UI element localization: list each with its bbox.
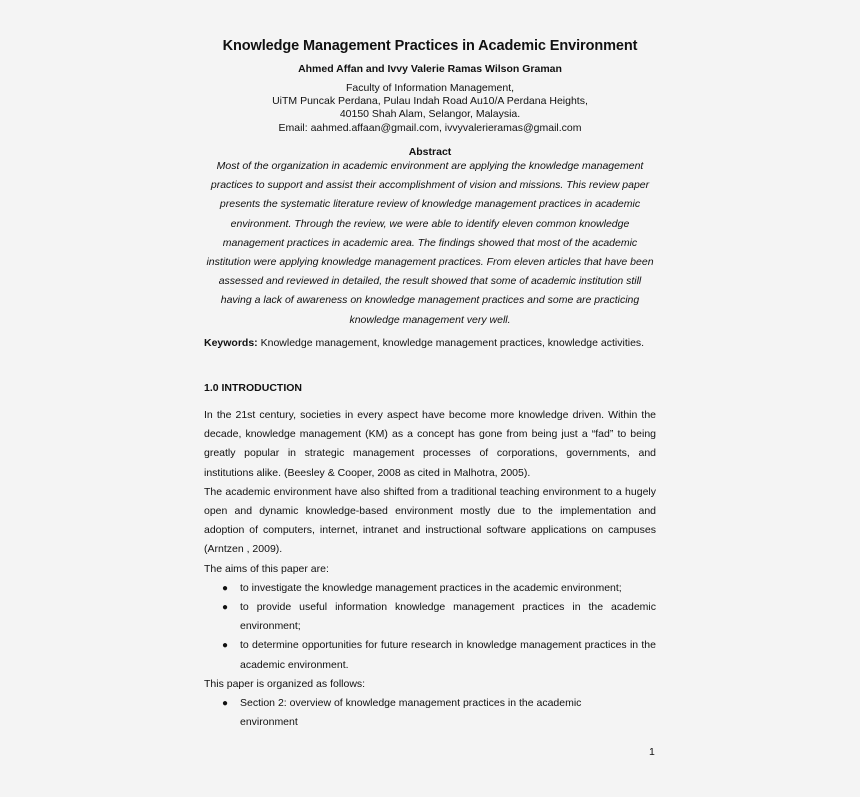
bullet-icon: ● — [222, 640, 229, 652]
list-item — [204, 694, 656, 732]
affiliation-email-line: Email: aahmed.affaan@gmail.com, ivvyvalerieramas@gmail.com — [278, 121, 582, 134]
intro-paragraph: The academic environment have also shifted from a traditional teaching environment to a hugely open and dynamic knowledge-based environment mostly due to the implementation and adoption of computers, internet, intranet and instructional software applications on campuses (Arntzen , 2009). — [204, 485, 656, 556]
page-number: 1 — [649, 746, 655, 758]
affiliation-line: UiTM Puncak Perdana, Pulau Indah Road Au10/A Perdana Heights, — [272, 95, 588, 108]
paper-title: Knowledge Management Practices in Academic Environment — [222, 38, 638, 54]
abstract-heading: Abstract — [408, 146, 452, 158]
intro-paragraph: In the 21st century, societies in every aspect have become more knowledge driven. Within the decade, knowledge management (KM) as a concept has gone from being just a “fad” to being greatly popular in strategic management processes of corporations, governments, and institutions alike. (Beesley & Cooper, 2008 as cited in Malhotra, 2005). — [204, 409, 656, 479]
bullet-icon: ● — [222, 582, 229, 594]
list-item-text: to provide useful information knowledge management practices in the academic environment; — [240, 601, 656, 633]
organization-list — [204, 694, 656, 732]
list-item-text: to determine opportunities for future research in knowledge management practices in the academic environment. — [240, 639, 656, 671]
affiliation-block — [0, 82, 860, 135]
keywords-paragraph — [204, 334, 656, 353]
aims-list — [204, 579, 656, 675]
section-heading-introduction: 1.0 INTRODUCTION — [204, 382, 303, 394]
list-item-text: Section 2: overview of knowledge management practices in the academic environment — [240, 697, 582, 729]
paper-authors: Ahmed Affan and Ivvy Valerie Ramas Wilson Graman — [298, 63, 562, 75]
bullet-icon: ● — [222, 602, 229, 614]
list-item-text: to investigate the knowledge management practices in the academic environment; — [240, 581, 622, 594]
aims-lead: The aims of this paper are: — [204, 562, 329, 575]
keywords-label: Keywords: — [204, 337, 258, 349]
keywords-text: Knowledge management, knowledge management practices, knowledge activities. — [257, 337, 645, 349]
abstract-text: Most of the organization in academic environment are applying the knowledge management practices to support and assist their accomplishment of vision and missions. This review paper presents the systematic literature review of knowledge management practices in academic environment. Through the review, we were able to identify eleven common knowledge management practices in academic area. The findings showed that most of the academic institution were applying knowledge management practices. From eleven articles that have been assessed and reviewed in detailed, the result showed that some of academic institution still having a lack of awareness on knowledge management practices and some are practicing knowledge management very well. — [206, 160, 654, 326]
affiliation-line: 40150 Shah Alam, Selangor, Malaysia. — [339, 108, 521, 121]
bullet-icon: ● — [222, 698, 229, 710]
list-item — [204, 636, 656, 674]
list-item — [204, 579, 656, 598]
organization-lead: This paper is organized as follows: — [204, 677, 366, 690]
affiliation-line: Faculty of Information Management, — [345, 82, 515, 94]
list-item — [204, 598, 656, 636]
introduction-body — [204, 406, 656, 732]
